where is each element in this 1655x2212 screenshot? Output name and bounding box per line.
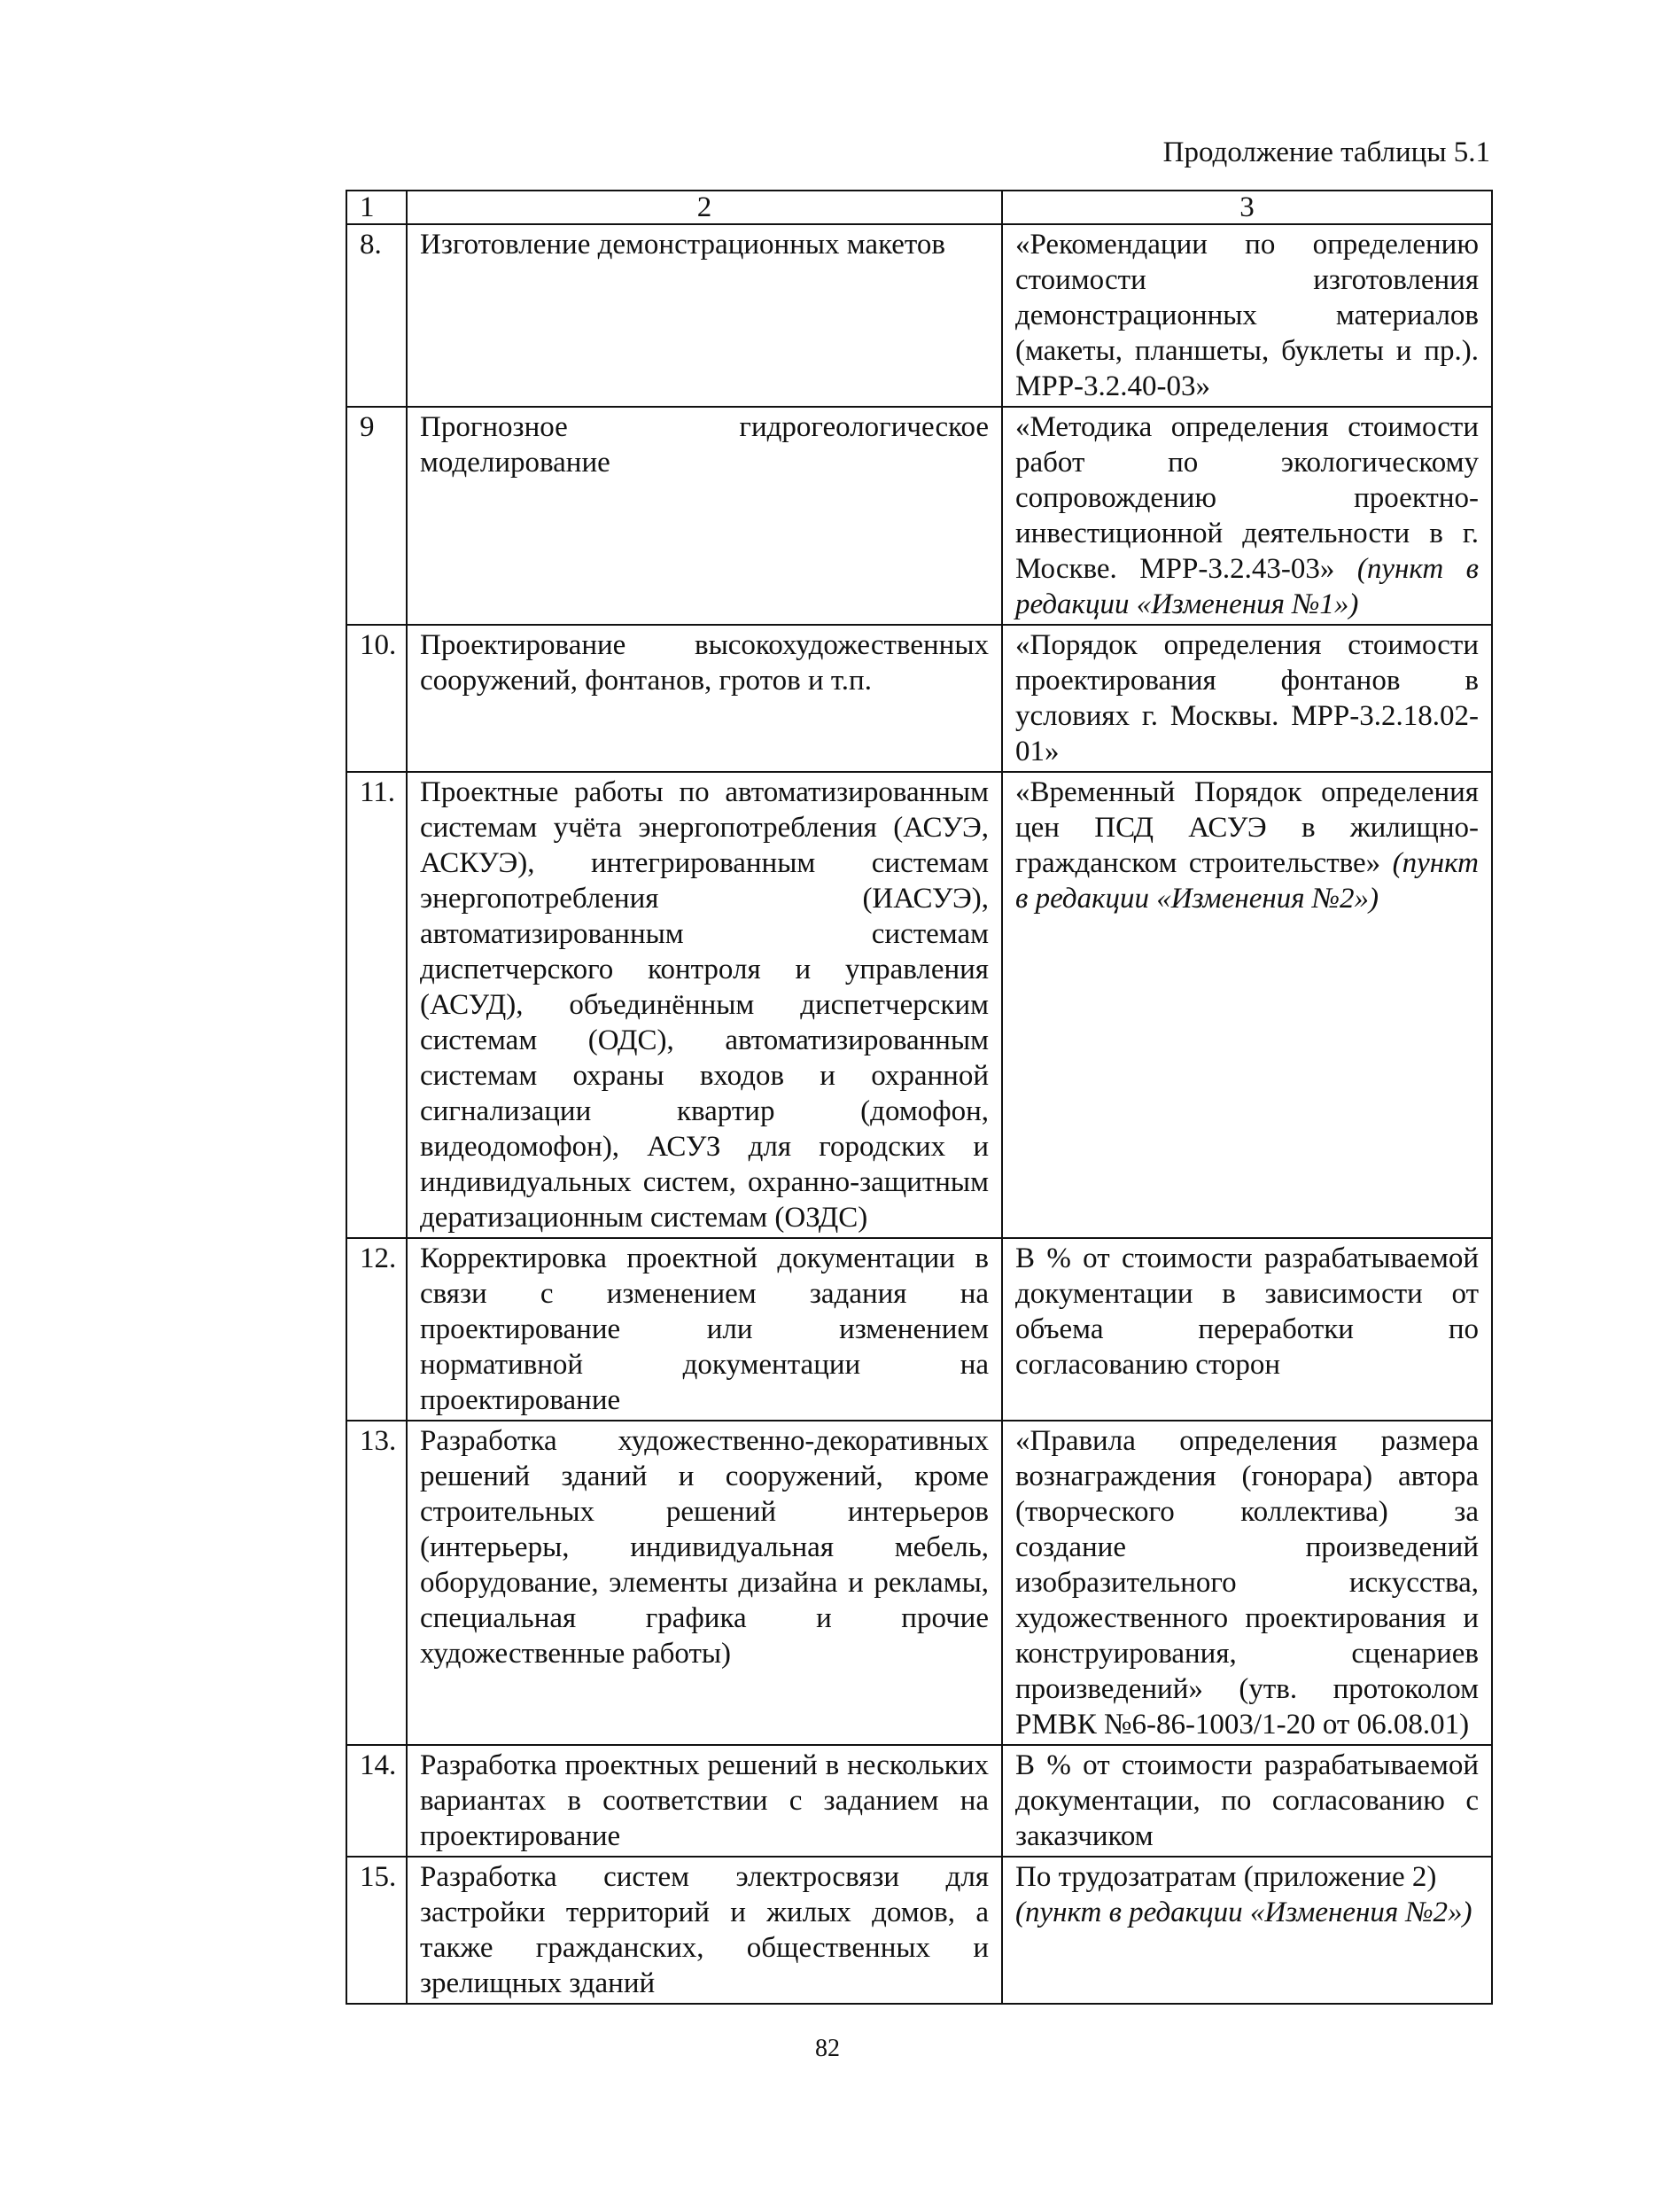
row-number: 11. bbox=[346, 772, 407, 1238]
table-row bbox=[346, 625, 1492, 772]
header-col-1: 1 bbox=[346, 191, 407, 224]
work-description: Разработка художественно-декоративных решений зданий и сооружений, кроме строительных решений интерьеров (интерьеры, индивидуальная мебель, оборудование, элементы дизайна и рекламы, специальная графика и прочие художественные работы) bbox=[407, 1421, 1002, 1745]
source-text: В % от стоимости разрабатываемой документации, по согласованию с заказчиком bbox=[1015, 1749, 1479, 1852]
source-cell bbox=[1002, 1745, 1492, 1857]
table-row bbox=[346, 1421, 1492, 1745]
table-caption: Продолжение таблицы 5.1 bbox=[1162, 136, 1490, 168]
table-row bbox=[346, 772, 1492, 1238]
row-number: 10. bbox=[346, 625, 407, 772]
source-text: По трудозатратам (приложение 2) bbox=[1015, 1861, 1437, 1893]
row-number: 13. bbox=[346, 1421, 407, 1745]
source-cell bbox=[1002, 625, 1492, 772]
table-row bbox=[346, 407, 1492, 625]
row-number: 15. bbox=[346, 1857, 407, 2004]
work-description: Прогнозное гидрогеологическое моделирование bbox=[407, 407, 1002, 625]
row-number: 8. bbox=[346, 224, 407, 407]
work-description: Разработка систем электросвязи для застройки территорий и жилых домов, а также гражданских, общественных и зрелищных зданий bbox=[407, 1857, 1002, 2004]
row-number: 14. bbox=[346, 1745, 407, 1857]
source-cell bbox=[1002, 1857, 1492, 2004]
table-header-row bbox=[346, 191, 1492, 224]
source-text: «Временный Порядок определения цен ПСД АСУЭ в жилищно-гражданском строительстве» bbox=[1015, 776, 1479, 879]
amendment-note: (пункт в редакции «Изменения №2») bbox=[1015, 847, 1479, 915]
table-row bbox=[346, 1745, 1492, 1857]
page-number: 82 bbox=[815, 2035, 840, 2062]
work-description: Проектные работы по автоматизированным системам учёта энергопотребления (АСУЭ, АСКУЭ), интегрированным системам энергопотребления (ИАСУЭ), автоматизированным системам диспетчерского контроля и управления (АСУД), объединённым диспетчерским системам (ОДС), автоматизированным системам охраны входов и охранной сигнализации квартир (домофон, видеодомофон), АСУЗ для городских и индивидуальных систем, охранно-защитным дератизационным системам (ОЗДС) bbox=[407, 772, 1002, 1238]
amendment-note: (пункт в редакции «Изменения №1») bbox=[1015, 553, 1480, 620]
source-text: «Рекомендации по определению стоимости изготовления демонстрационных материалов (макеты, планшеты, буклеты и пр.). МРР-3.2.40-03» bbox=[1015, 229, 1479, 402]
work-description: Разработка проектных решений в нескольких вариантах в соответствии с заданием на проектирование bbox=[407, 1745, 1002, 1857]
source-cell bbox=[1002, 1421, 1492, 1745]
source-text: «Порядок определения стоимости проектирования фонтанов в условиях г. Москвы. МРР-3.2.18.02-01» bbox=[1015, 629, 1479, 767]
amendment-note: (пункт в редакции «Изменения №2») bbox=[1015, 1897, 1472, 1928]
table-row bbox=[346, 1857, 1492, 2004]
work-description: Изготовление демонстрационных макетов bbox=[407, 224, 1002, 407]
table-row bbox=[346, 224, 1492, 407]
source-cell bbox=[1002, 407, 1492, 625]
source-cell bbox=[1002, 224, 1492, 407]
norms-table bbox=[346, 190, 1493, 2005]
header-col-2: 2 bbox=[407, 191, 1002, 224]
header-col-3: 3 bbox=[1002, 191, 1492, 224]
source-text: «Методика определения стоимости работ по экологическому сопровождению проектно-инвестиционной деятельности в г. Москве. МРР-3.2.43-03» bbox=[1015, 411, 1479, 585]
source-text: В % от стоимости разрабатываемой документации в зависимости от объема переработки по согласованию сторон bbox=[1015, 1242, 1479, 1381]
row-number: 9 bbox=[346, 407, 407, 625]
source-cell bbox=[1002, 1238, 1492, 1421]
source-text: «Правила определения размера вознаграждения (гонорара) автора (творческого коллектива) за создание произведений изобразительного искусства, художественного проектирования и конструирования, сценариев произведений» (утв. протоколом РМВК №6-86-1003/1-20 от 06.08.01) bbox=[1015, 1425, 1479, 1741]
work-description: Корректировка проектной документации в связи с изменением задания на проектирование или изменением нормативной документации на проектирование bbox=[407, 1238, 1002, 1421]
table-row bbox=[346, 1238, 1492, 1421]
source-cell bbox=[1002, 772, 1492, 1238]
work-description: Проектирование высокохудожественных сооружений, фонтанов, гротов и т.п. bbox=[407, 625, 1002, 772]
row-number: 12. bbox=[346, 1238, 407, 1421]
